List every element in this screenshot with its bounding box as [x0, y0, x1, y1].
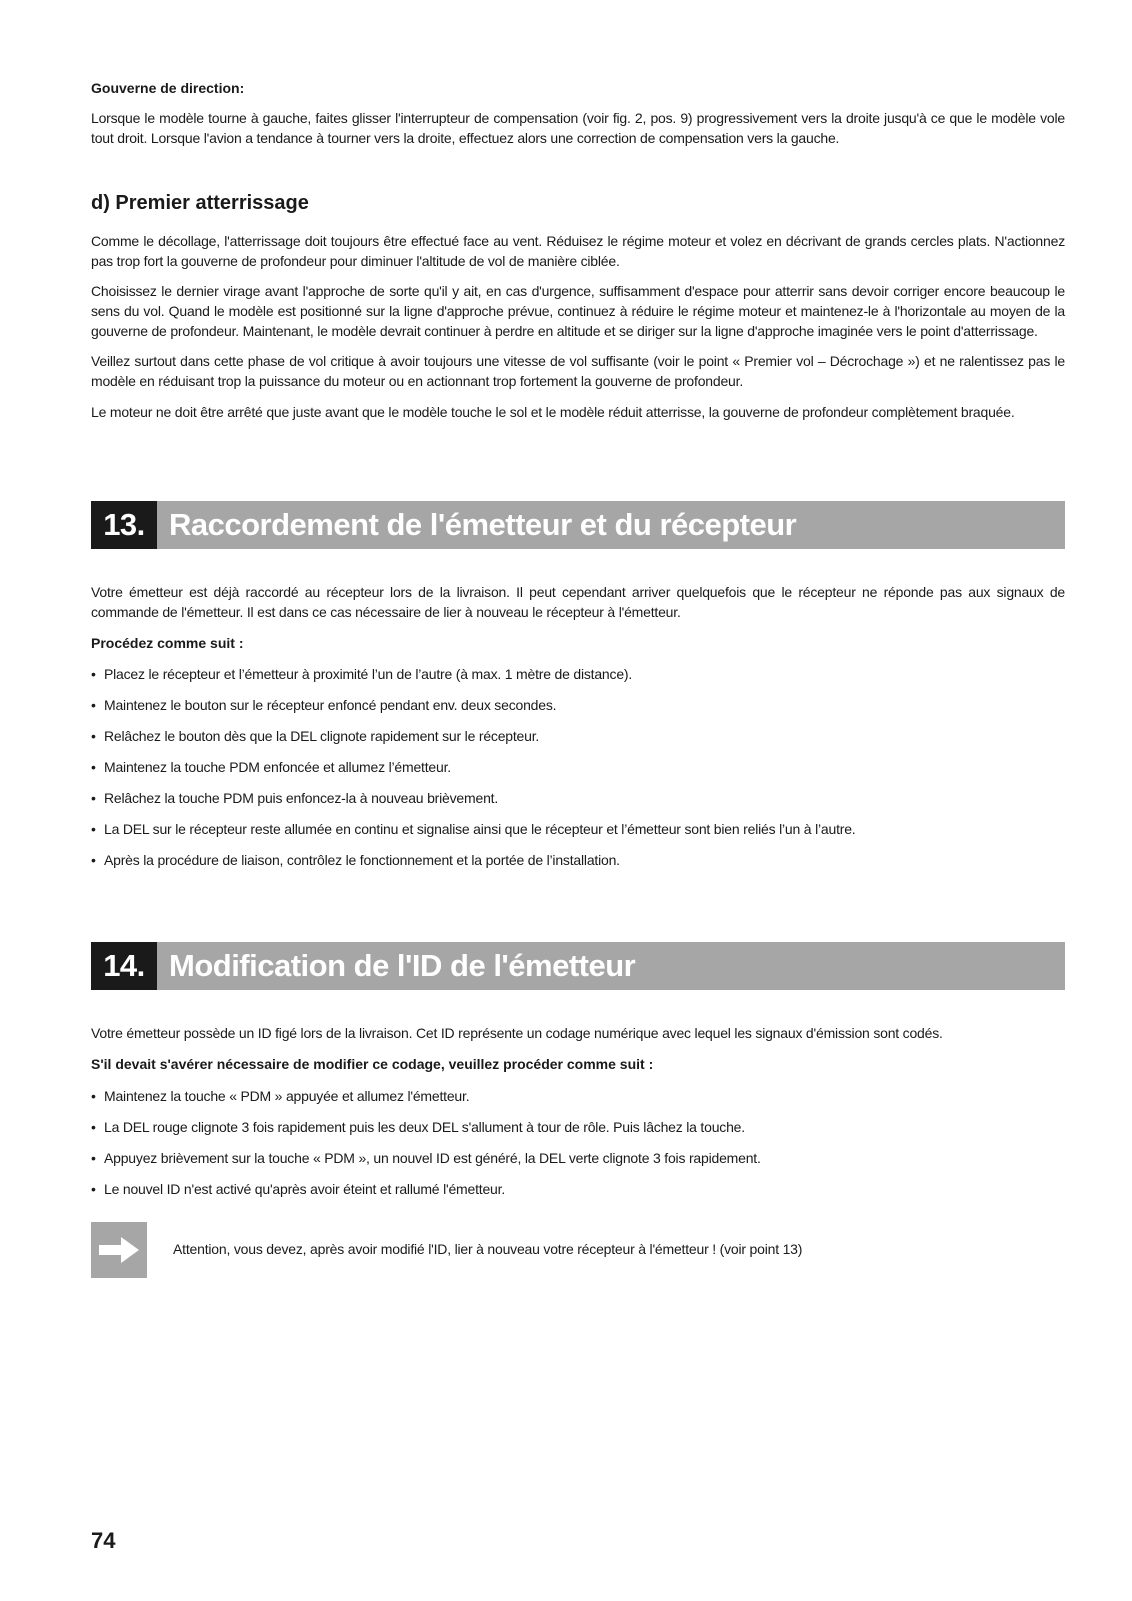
arrow-right-icon-svg [97, 1235, 141, 1265]
list-item: • Après la procédure de liaison, contrôlez le fonctionnement et la portée de l’installation. [91, 850, 1065, 870]
section-13-procedure-label: Procédez comme suit : [91, 635, 244, 651]
list-item: • Maintenez le bouton sur le récepteur enfoncé pendant env. deux secondes. [91, 695, 1065, 715]
section-14-number: 14. [91, 942, 157, 990]
section-14-steps [91, 1086, 1065, 1210]
list-item: • Maintenez la touche « PDM » appuyée et allumez l'émetteur. [91, 1086, 1065, 1106]
section-13-number: 13. [91, 501, 157, 549]
section-13-title: Raccordement de l'émetteur et du récepteur [157, 501, 1065, 549]
page-number: 74 [91, 1528, 116, 1553]
premier-atterrissage-heading: d) Premier atterrissage [91, 192, 309, 214]
gouverne-heading: Gouverne de direction: [91, 80, 245, 96]
list-item: • Relâchez la touche PDM puis enfoncez-la à nouveau brièvement. [91, 788, 1065, 808]
gouverne-text: Lorsque le modèle tourne à gauche, faites glisser l'interrupteur de compensation (voir fig. 2, pos. 9) progressivement vers la droite jusqu'à ce que le modèle vole tout droit. Lorsque l'avion a tendance à tourner vers la droite, effectuez alors une correction de compensation vers la gauche. [91, 110, 1065, 146]
list-item: • Appuyez brièvement sur la touche « PDM », un nouvel ID est généré, la DEL verte clignote 3 fois rapidement. [91, 1148, 1065, 1168]
section-13-banner [91, 501, 1065, 549]
list-item: • Maintenez la touche PDM enfoncée et allumez l’émetteur. [91, 757, 1065, 777]
list-item: • Relâchez le bouton dès que la DEL clignote rapidement sur le récepteur. [91, 726, 1065, 746]
section-14-intro: Votre émetteur possède un ID figé lors de la livraison. Cet ID représente un codage numérique avec lequel les signaux d'émission sont codés. [91, 1025, 943, 1041]
list-item: • Le nouvel ID n'est activé qu'après avoir éteint et rallumé l'émetteur. [91, 1179, 1065, 1199]
section-13-steps [91, 664, 1065, 881]
section-14-title: Modification de l'ID de l'émetteur [157, 942, 1065, 990]
arrow-right-icon [91, 1222, 147, 1278]
atterrissage-paragraph-2: Choisissez le dernier virage avant l'approche de sorte qu'il y ait, en cas d'urgence, suffisamment d'espace pour atterrir sans devoir corriger encore beaucoup le sens du vol. Quand le modèle est positionné sur la ligne d'approche prévue, continuez à réduire le régime moteur et maintenez-le à l'horizontale au moyen de la gouverne de profondeur. Maintenant, le modèle devrait continuer à perdre en altitude et se diriger sur la ligne d'approche imaginée vers le point d'atterrissage. [91, 283, 1065, 339]
list-item: • La DEL rouge clignote 3 fois rapidement puis les deux DEL s'allument à tour de rôle. Puis lâchez la touche. [91, 1117, 1065, 1137]
atterrissage-paragraph-1: Comme le décollage, l'atterrissage doit toujours être effectué face au vent. Réduisez le régime moteur et volez en décrivant de grands cercles plats. N'actionnez pas trop fort la gouverne de profondeur pour diminuer l'altitude de vol de manière ciblée. [91, 233, 1065, 269]
section-14-procedure-label: S'il devait s'avérer nécessaire de modifier ce codage, veuillez procéder comme suit : [91, 1056, 654, 1072]
list-item: • La DEL sur le récepteur reste allumée en continu et signalise ainsi que le récepteur et l’émetteur sont bien reliés l’un à l’autre. [91, 819, 1065, 839]
atterrissage-paragraph-3: Veillez surtout dans cette phase de vol critique à avoir toujours une vitesse de vol suffisante (voir le point « Premier vol – Décrochage ») et ne ralentissez pas le modèle en réduisant trop la puissance du moteur ou en actionnant trop fortement la gouverne de profondeur. [91, 353, 1065, 389]
list-item: • Placez le récepteur et l’émetteur à proximité l’un de l’autre (à max. 1 mètre de distance). [91, 664, 1065, 684]
section-13-intro: Votre émetteur est déjà raccordé au récepteur lors de la livraison. Il peut cependant arriver quelquefois que le récepteur ne réponde pas aux signaux de commande de l'émetteur. Il est dans ce cas nécessaire de lier à nouveau le récepteur à l'émetteur. [91, 584, 1065, 620]
section-14-note: Attention, vous devez, après avoir modifié l'ID, lier à nouveau votre récepteur à l'émetteur ! (voir point 13) [173, 1241, 803, 1257]
atterrissage-paragraph-4: Le moteur ne doit être arrêté que juste avant que le modèle touche le sol et le modèle réduit atterrisse, la gouverne de profondeur complètement braquée. [91, 404, 1015, 420]
section-14-banner [91, 942, 1065, 990]
